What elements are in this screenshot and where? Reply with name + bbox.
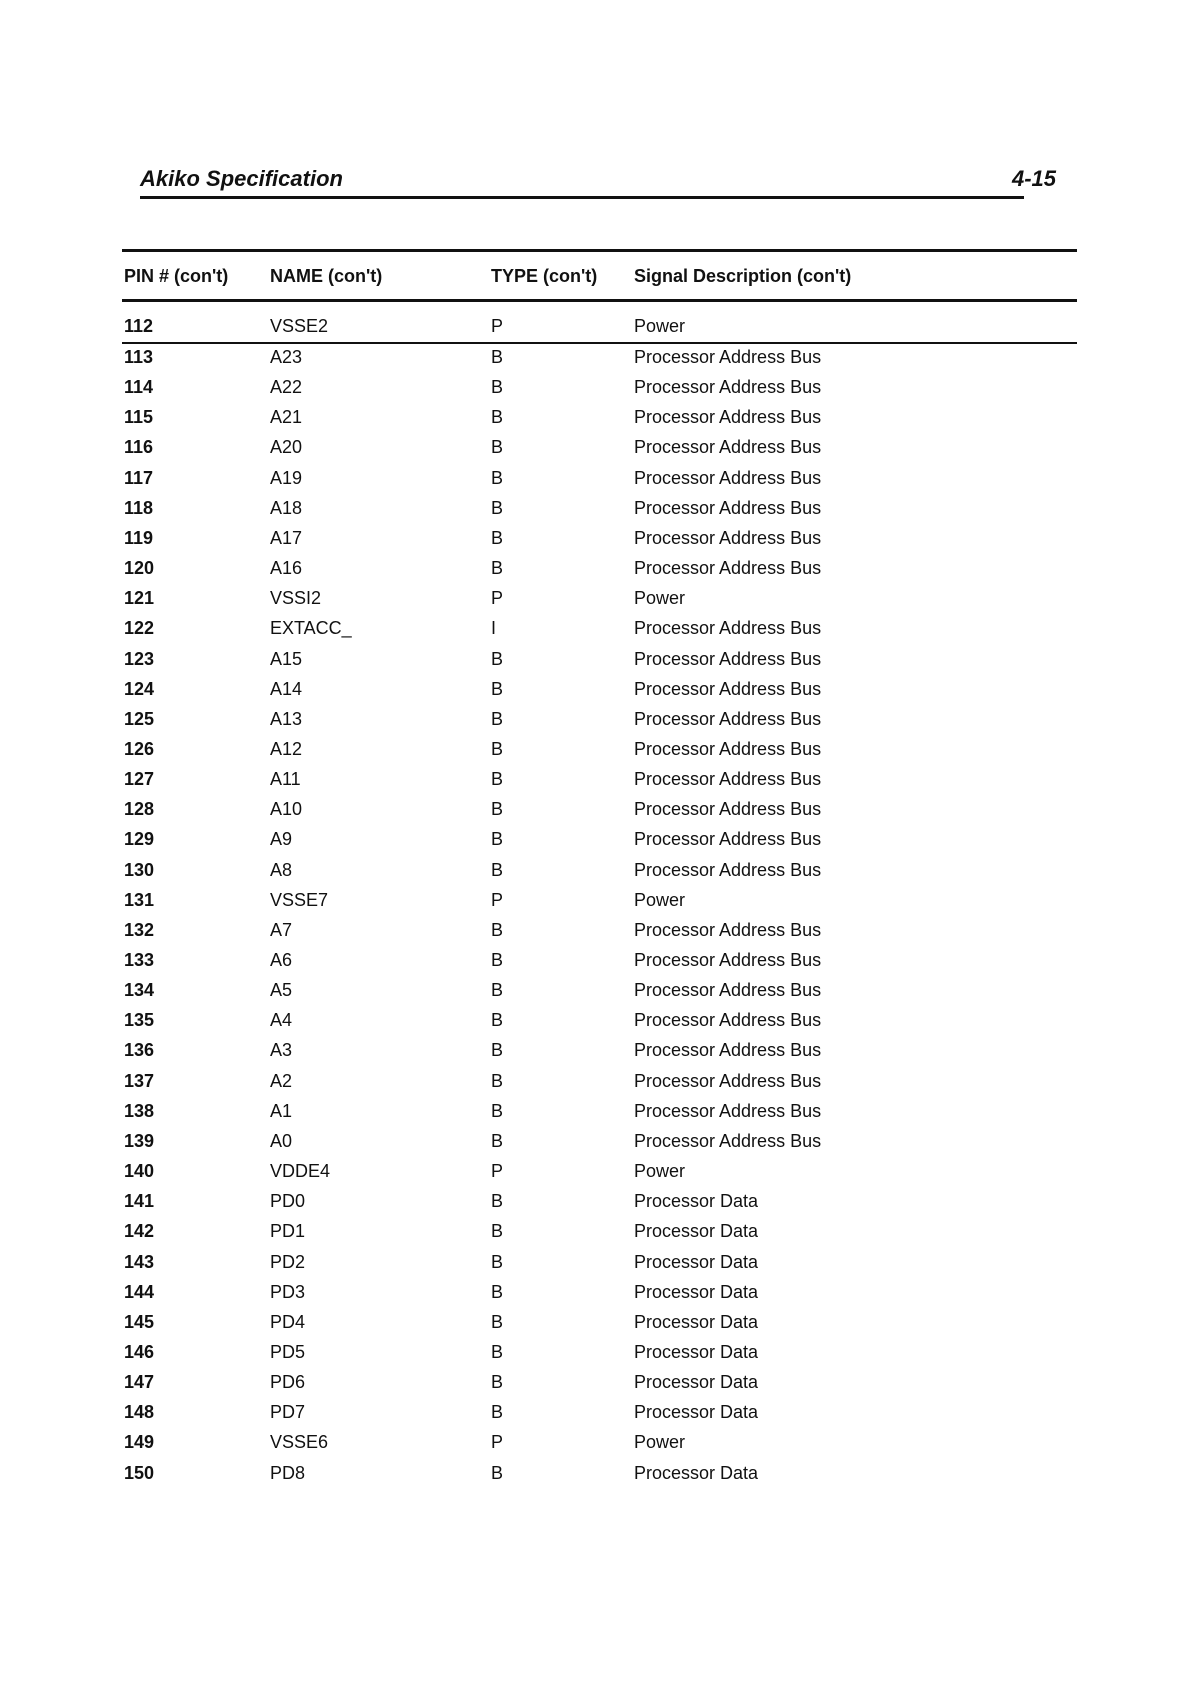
table-row [0,377,1188,407]
column-header-name: NAME (con't) [270,266,383,286]
table-row [0,437,1188,467]
pin-number: 138 [124,1100,155,1121]
pin-name: VDDE4 [270,1161,331,1182]
pin-number: 131 [124,889,155,910]
signal-description: Processor Address Bus [634,950,822,970]
signal-description: Processor Address Bus [634,437,822,458]
pin-type: B [491,347,504,367]
pin-name: PD8 [270,1462,306,1483]
pin-type: B [491,558,504,579]
table-row [0,1131,1188,1161]
signal-description: Processor Address Bus [634,527,822,548]
signal-description: Processor Address Bus [634,919,822,940]
pin-type: B [491,1462,504,1483]
pin-number: 125 [124,708,155,729]
pin-number: 142 [124,1221,155,1242]
signal-description: Processor Data [634,1191,759,1212]
signal-description: Power [634,889,686,910]
pin-type: B [491,437,504,458]
signal-description: Processor Address Bus [634,769,822,790]
table-row [0,468,1188,498]
signal-description: Processor Address Bus [634,347,822,367]
pin-name: A3 [270,1040,293,1061]
pin-name: VSSE7 [270,889,329,910]
pin-type: B [491,648,504,669]
table-row [0,1282,1188,1312]
pin-number: 140 [124,1161,155,1182]
pin-name: A11 [270,769,301,790]
table-row [0,347,1188,377]
pin-type: P [491,1432,504,1453]
pin-number: 149 [124,1432,155,1453]
pin-number: 139 [124,1130,155,1151]
table-row [0,980,1188,1010]
pin-name: A10 [270,799,303,820]
pin-name: A9 [270,829,293,850]
table-top-rule [122,249,1077,252]
pin-number: 132 [124,919,155,940]
column-header-description: Signal Description (con't) [634,266,852,286]
pin-name: A4 [270,1010,293,1031]
table-row [0,1402,1188,1432]
header-bottom-rule [122,299,1077,302]
pin-name: PD2 [270,1251,306,1272]
signal-description: Processor Address Bus [634,467,822,488]
pin-number: 144 [124,1281,155,1302]
table-row [0,1342,1188,1372]
pin-number: 126 [124,738,155,759]
table-row [0,1372,1188,1402]
pin-type: B [491,1281,504,1302]
signal-description: Processor Data [634,1221,759,1242]
pin-name: A15 [270,648,303,669]
table-row [0,1252,1188,1282]
pin-type: B [491,738,504,759]
pin-number: 116 [124,437,154,458]
pin-number: 147 [124,1372,155,1393]
signal-description: Processor Data [634,1372,759,1393]
signal-description: Processor Address Bus [634,648,822,669]
pin-name: A6 [270,950,293,970]
pin-name: A5 [270,980,293,1001]
pin-type: B [491,377,504,398]
pin-type: B [491,1040,504,1061]
pin-name: PD0 [270,1191,306,1212]
pin-name: EXTACC_ [270,618,352,639]
pin-number: 136 [124,1040,155,1061]
signal-description: Processor Address Bus [634,407,822,428]
signal-description: Processor Address Bus [634,980,822,1001]
pin-name: VSSE6 [270,1432,329,1453]
table-row [0,1312,1188,1342]
pin-name: PD1 [270,1221,306,1242]
table-row [0,1221,1188,1251]
pin-type: B [491,497,504,518]
pin-number: 118 [124,497,154,518]
pin-name: A17 [270,527,303,548]
signal-description: Power [634,1432,686,1453]
table-row [0,799,1188,829]
pin-name: A13 [270,708,303,729]
table-row [0,709,1188,739]
signal-description: Processor Address Bus [634,708,822,729]
signal-description: Processor Address Bus [634,678,822,699]
pin-type: P [491,316,504,336]
pin-type: B [491,1251,504,1272]
pin-number: 143 [124,1251,155,1272]
pin-number: 112 [124,316,154,336]
pin-name: A14 [270,678,303,699]
pin-number: 123 [124,648,155,669]
signal-description: Processor Address Bus [634,497,822,518]
pin-number: 114 [124,377,154,398]
pin-name: A20 [270,437,303,458]
pin-number: 129 [124,829,155,850]
pin-type: B [491,1372,504,1393]
signal-description: Processor Address Bus [634,859,822,880]
pin-type: B [491,467,504,488]
table-row [0,860,1188,890]
pin-number: 122 [124,618,155,639]
table-row [0,649,1188,679]
pin-name: PD6 [270,1372,306,1393]
signal-description: Power [634,1161,686,1182]
pin-name: A7 [270,919,293,940]
pin-type: P [491,1161,504,1182]
pin-number: 134 [124,980,155,1001]
table-row [0,1463,1188,1493]
pin-name: A16 [270,558,303,579]
pin-type: P [491,889,504,910]
signal-description: Processor Address Bus [634,1070,822,1091]
pin-name: A18 [270,497,303,518]
pin-number: 113 [124,347,154,367]
pin-name: PD5 [270,1341,306,1362]
pin-number: 133 [124,950,155,970]
pin-type: B [491,1402,504,1423]
pin-type: B [491,678,504,699]
signal-description: Processor Address Bus [634,558,822,579]
header-divider [140,196,1024,199]
pin-type: B [491,799,504,820]
column-header-type: TYPE (con't) [491,266,598,286]
pin-type: B [491,919,504,940]
pin-name: A0 [270,1130,293,1151]
pin-name: A2 [270,1070,293,1091]
table-row [0,498,1188,528]
pin-type: B [491,1100,504,1121]
pin-type: B [491,980,504,1001]
pin-number: 145 [124,1311,155,1332]
pin-number: 146 [124,1341,155,1362]
pin-type: B [491,950,504,970]
pin-name: A8 [270,859,293,880]
pin-number: 121 [124,588,155,609]
signal-description: Processor Address Bus [634,1040,822,1061]
table-row [0,1191,1188,1221]
column-header-pin: PIN # (con't) [124,266,229,286]
signal-description: Processor Address Bus [634,1100,822,1121]
signal-description: Processor Address Bus [634,799,822,820]
pin-type: B [491,527,504,548]
signal-description: Processor Address Bus [634,1010,822,1031]
signal-description: Processor Data [634,1281,759,1302]
pin-number: 127 [124,769,155,790]
page-number: 4-15 [1011,166,1056,191]
table-row [0,950,1188,980]
pin-number: 119 [124,527,154,548]
pin-number: 150 [124,1462,155,1483]
table-row [0,1071,1188,1101]
document-title: Akiko Specification [140,166,343,191]
pin-name: A1 [270,1100,293,1121]
signal-description: Processor Address Bus [634,738,822,759]
pin-type: B [491,1341,504,1362]
pin-number: 117 [124,467,154,488]
signal-description: Processor Data [634,1341,759,1362]
pin-name: PD4 [270,1311,306,1332]
table-row [0,829,1188,859]
pin-number: 115 [124,407,154,428]
table-row [0,920,1188,950]
table-row [0,528,1188,558]
table-row [0,1040,1188,1070]
pin-number: 124 [124,678,155,699]
signal-description: Processor Address Bus [634,1130,822,1151]
pin-name: VSSI2 [270,588,322,609]
pin-name: A21 [270,407,303,428]
table-row [0,1010,1188,1040]
table-row [0,1101,1188,1131]
pin-type: P [491,588,504,609]
table-row [0,316,1188,346]
pin-number: 137 [124,1070,155,1091]
pin-name: A12 [270,738,303,759]
pin-type: I [491,618,497,639]
signal-description: Processor Data [634,1402,759,1423]
pin-type: B [491,1221,504,1242]
table-row [0,1161,1188,1191]
table-row [0,890,1188,920]
pin-name: PD7 [270,1402,306,1423]
table-row [0,769,1188,799]
pin-type: B [491,769,504,790]
pin-type: B [491,708,504,729]
pin-name: A19 [270,467,303,488]
pin-type: B [491,859,504,880]
pin-number: 135 [124,1010,155,1031]
pin-type: B [491,1130,504,1151]
table-row [0,618,1188,648]
table-row [0,558,1188,588]
signal-description: Processor Data [634,1311,759,1332]
table-row [0,1432,1188,1462]
pin-type: B [491,407,504,428]
signal-description: Processor Data [634,1251,759,1272]
table-row [0,588,1188,618]
signal-description: Processor Address Bus [634,377,822,398]
pin-name: A22 [270,377,303,398]
signal-description: Power [634,588,686,609]
pin-type: B [491,1311,504,1332]
signal-description: Processor Address Bus [634,618,822,639]
table-row [0,739,1188,769]
signal-description: Processor Data [634,1462,759,1483]
pin-type: B [491,1010,504,1031]
pin-name: PD3 [270,1281,306,1302]
pin-number: 141 [124,1191,155,1212]
pin-type: B [491,1070,504,1091]
pin-number: 120 [124,558,155,579]
pin-number: 148 [124,1402,155,1423]
pin-name: A23 [270,347,303,367]
pin-type: B [491,1191,504,1212]
pin-number: 128 [124,799,155,820]
signal-description: Power [634,316,686,336]
signal-description: Processor Address Bus [634,829,822,850]
table-row [0,679,1188,709]
pin-type: B [491,829,504,850]
pin-number: 130 [124,859,155,880]
table-row [0,407,1188,437]
pin-name: VSSE2 [270,316,329,336]
